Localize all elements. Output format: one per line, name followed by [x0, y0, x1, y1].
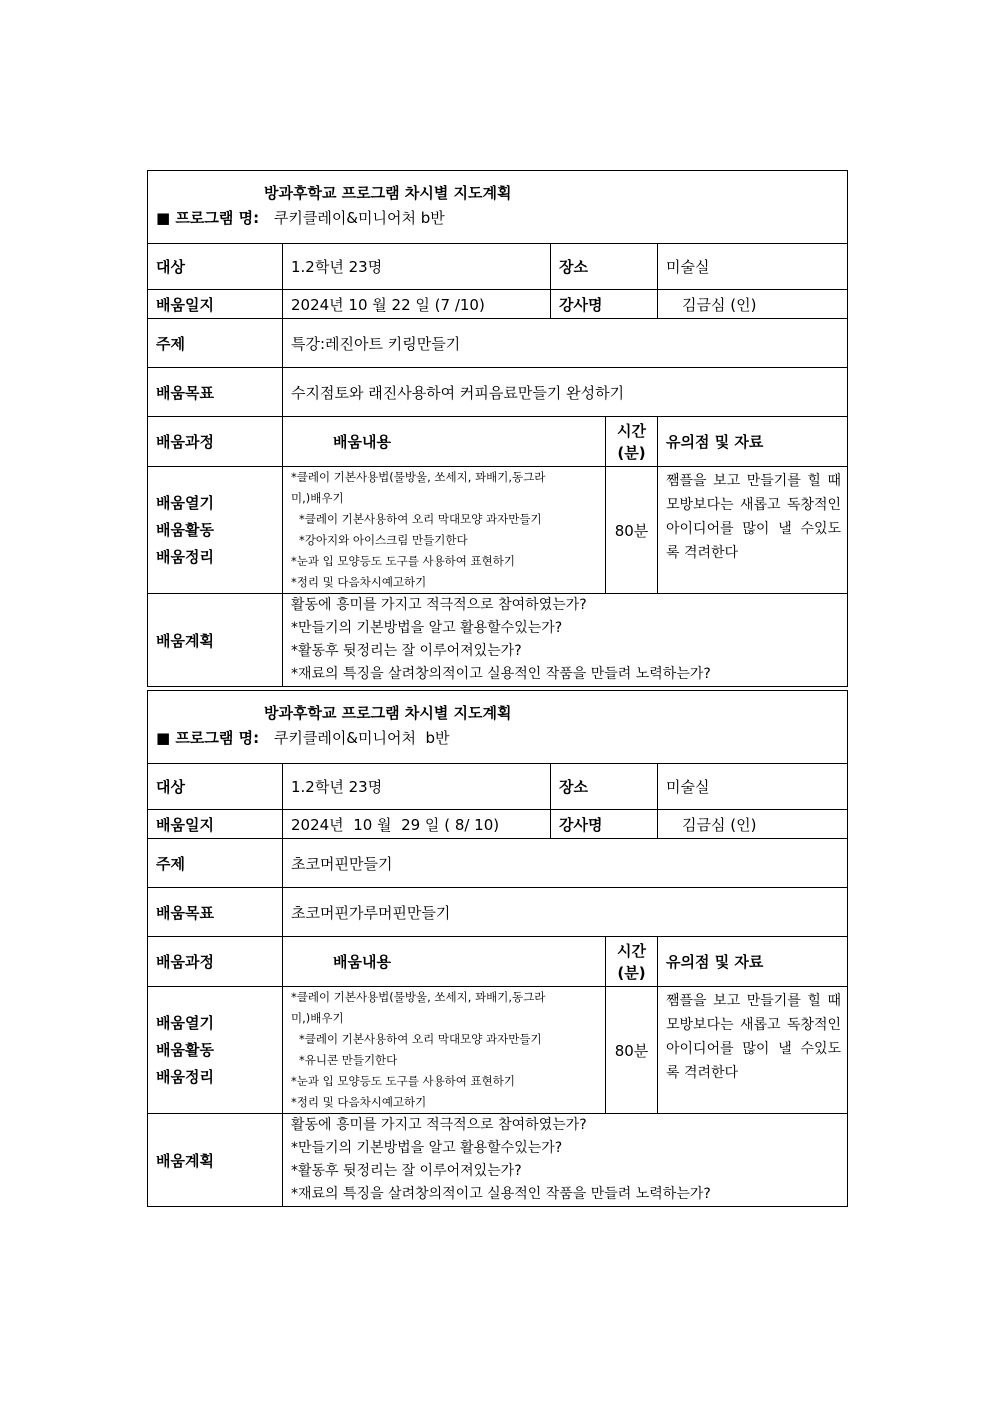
place-label: 장소	[551, 244, 658, 290]
topic-label: 주제	[148, 839, 283, 888]
program-label: ■ 프로그램 명:	[156, 729, 260, 747]
content-line: *정리 및 다음차시예고하기	[291, 575, 427, 589]
content-label: 배움내용	[283, 937, 606, 987]
lesson-plan-table	[147, 170, 848, 687]
eval-cell	[283, 594, 848, 687]
stage-close: 배움정리	[156, 1067, 214, 1086]
time-value: 80분	[606, 467, 658, 594]
content-line: *클레이 기본사용하여 오리 막대모양 과자만들기	[299, 512, 542, 526]
date-label: 배움일지	[148, 290, 283, 319]
stage-open: 배움열기	[156, 493, 214, 512]
content-line: *눈과 입 모양등도 도구를 사용하여 표현하기	[291, 554, 515, 568]
teacher-label: 강사명	[551, 290, 658, 319]
content-line: 미,)배우기	[291, 1011, 344, 1025]
lesson-plan-table	[147, 690, 848, 1207]
target-value: 1.2학년 23명	[283, 764, 551, 810]
content-line: *유니콘 만들기한다	[299, 1053, 398, 1067]
plan-header	[148, 171, 848, 244]
program-name: 쿠키클레이&미니어처 b반	[273, 729, 450, 747]
eval-line: *활동후 뒷정리는 잘 이루어져있는가?	[291, 643, 522, 659]
plan-title: 방과후학교 프로그램 차시별 지도계획	[264, 184, 512, 202]
stage-close: 배움정리	[156, 547, 214, 566]
plan-title: 방과후학교 프로그램 차시별 지도계획	[264, 704, 512, 722]
eval-line: *만들기의 기본방법을 알고 활용할수있는가?	[291, 1140, 563, 1156]
date-value: 2024년 10 월 22 일 (7 /10)	[283, 290, 551, 319]
eval-line: *재료의 특징을 살려창의적이고 실용적인 작품을 만들려 노력하는가?	[291, 666, 711, 682]
content-line: *클레이 기본사용하여 오리 막대모양 과자만들기	[299, 1032, 542, 1046]
topic-value: 특강:레진아트 키링만들기	[283, 319, 848, 368]
goal-value: 초코머핀가루머핀만들기	[283, 888, 848, 937]
time-unit-label: (분)	[617, 443, 646, 462]
notes-label: 유의점 및 자료	[658, 937, 848, 987]
place-value: 미술실	[658, 244, 848, 290]
stages-cell	[148, 467, 283, 594]
place-value: 미술실	[658, 764, 848, 810]
content-line: 미,)배우기	[291, 491, 344, 505]
content-line: *강아지와 아이스크림 만들기한다	[299, 533, 468, 547]
content-line: *정리 및 다음차시예고하기	[291, 1095, 427, 1109]
stage-activity: 배움활동	[156, 520, 214, 539]
teacher-value: 김금심 (인)	[658, 810, 848, 839]
program-name: 쿠키클레이&미니어처 b반	[273, 209, 445, 227]
time-unit-label: (분)	[617, 963, 646, 982]
plan-header	[148, 691, 848, 764]
content-cell	[283, 467, 606, 594]
stage-activity: 배움활동	[156, 1040, 214, 1059]
goal-label: 배움목표	[148, 888, 283, 937]
process-label: 배움과정	[148, 937, 283, 987]
target-label: 대상	[148, 764, 283, 810]
place-label: 장소	[551, 764, 658, 810]
date-value: 2024년 10 월 29 일 ( 8/ 10)	[283, 810, 551, 839]
process-label: 배움과정	[148, 417, 283, 467]
program-label: ■ 프로그램 명:	[156, 209, 260, 227]
content-label: 배움내용	[283, 417, 606, 467]
notes-value: 쨈플을 보고 만들기를 힐 때 모방보다는 새롭고 독창적인 아이디어를 많이 낼 수있도록 격려한다	[658, 467, 848, 594]
date-label: 배움일지	[148, 810, 283, 839]
notes-label: 유의점 및 자료	[658, 417, 848, 467]
eval-line: *만들기의 기본방법을 알고 활용할수있는가?	[291, 620, 563, 636]
eval-label: 배움계획	[148, 594, 283, 687]
eval-line: 활동에 흥미를 가지고 적극적으로 참여하였는가?	[291, 1117, 587, 1133]
content-line: *클레이 기본사용법(물방울, 쏘세지, 꽈배기,동그라	[291, 990, 546, 1004]
goal-label: 배움목표	[148, 368, 283, 417]
content-cell	[283, 987, 606, 1114]
target-value: 1.2학년 23명	[283, 244, 551, 290]
content-line: *눈과 입 모양등도 도구를 사용하여 표현하기	[291, 1074, 515, 1088]
content-line: *클레이 기본사용법(물방울, 쏘세지, 꽈배기,동그라	[291, 470, 546, 484]
stages-cell	[148, 987, 283, 1114]
time-label: 시간	[617, 421, 646, 440]
goal-value: 수지점토와 래진사용하여 커피음료만들기 완성하기	[283, 368, 848, 417]
time-label: 시간	[617, 941, 646, 960]
teacher-value: 김금심 (인)	[658, 290, 848, 319]
teacher-label: 강사명	[551, 810, 658, 839]
time-value: 80분	[606, 987, 658, 1114]
notes-value: 쨈플을 보고 만들기를 힐 때 모방보다는 새롭고 독창적인 아이디어를 많이 낼 수있도록 격려한다	[658, 987, 848, 1114]
eval-line: *활동후 뒷정리는 잘 이루어져있는가?	[291, 1163, 522, 1179]
topic-value: 초코머핀만들기	[283, 839, 848, 888]
eval-cell	[283, 1114, 848, 1207]
eval-label: 배움계획	[148, 1114, 283, 1207]
target-label: 대상	[148, 244, 283, 290]
eval-line: 활동에 흥미를 가지고 적극적으로 참여하였는가?	[291, 597, 587, 613]
stage-open: 배움열기	[156, 1013, 214, 1032]
eval-line: *재료의 특징을 살려창의적이고 실용적인 작품을 만들려 노력하는가?	[291, 1186, 711, 1202]
topic-label: 주제	[148, 319, 283, 368]
